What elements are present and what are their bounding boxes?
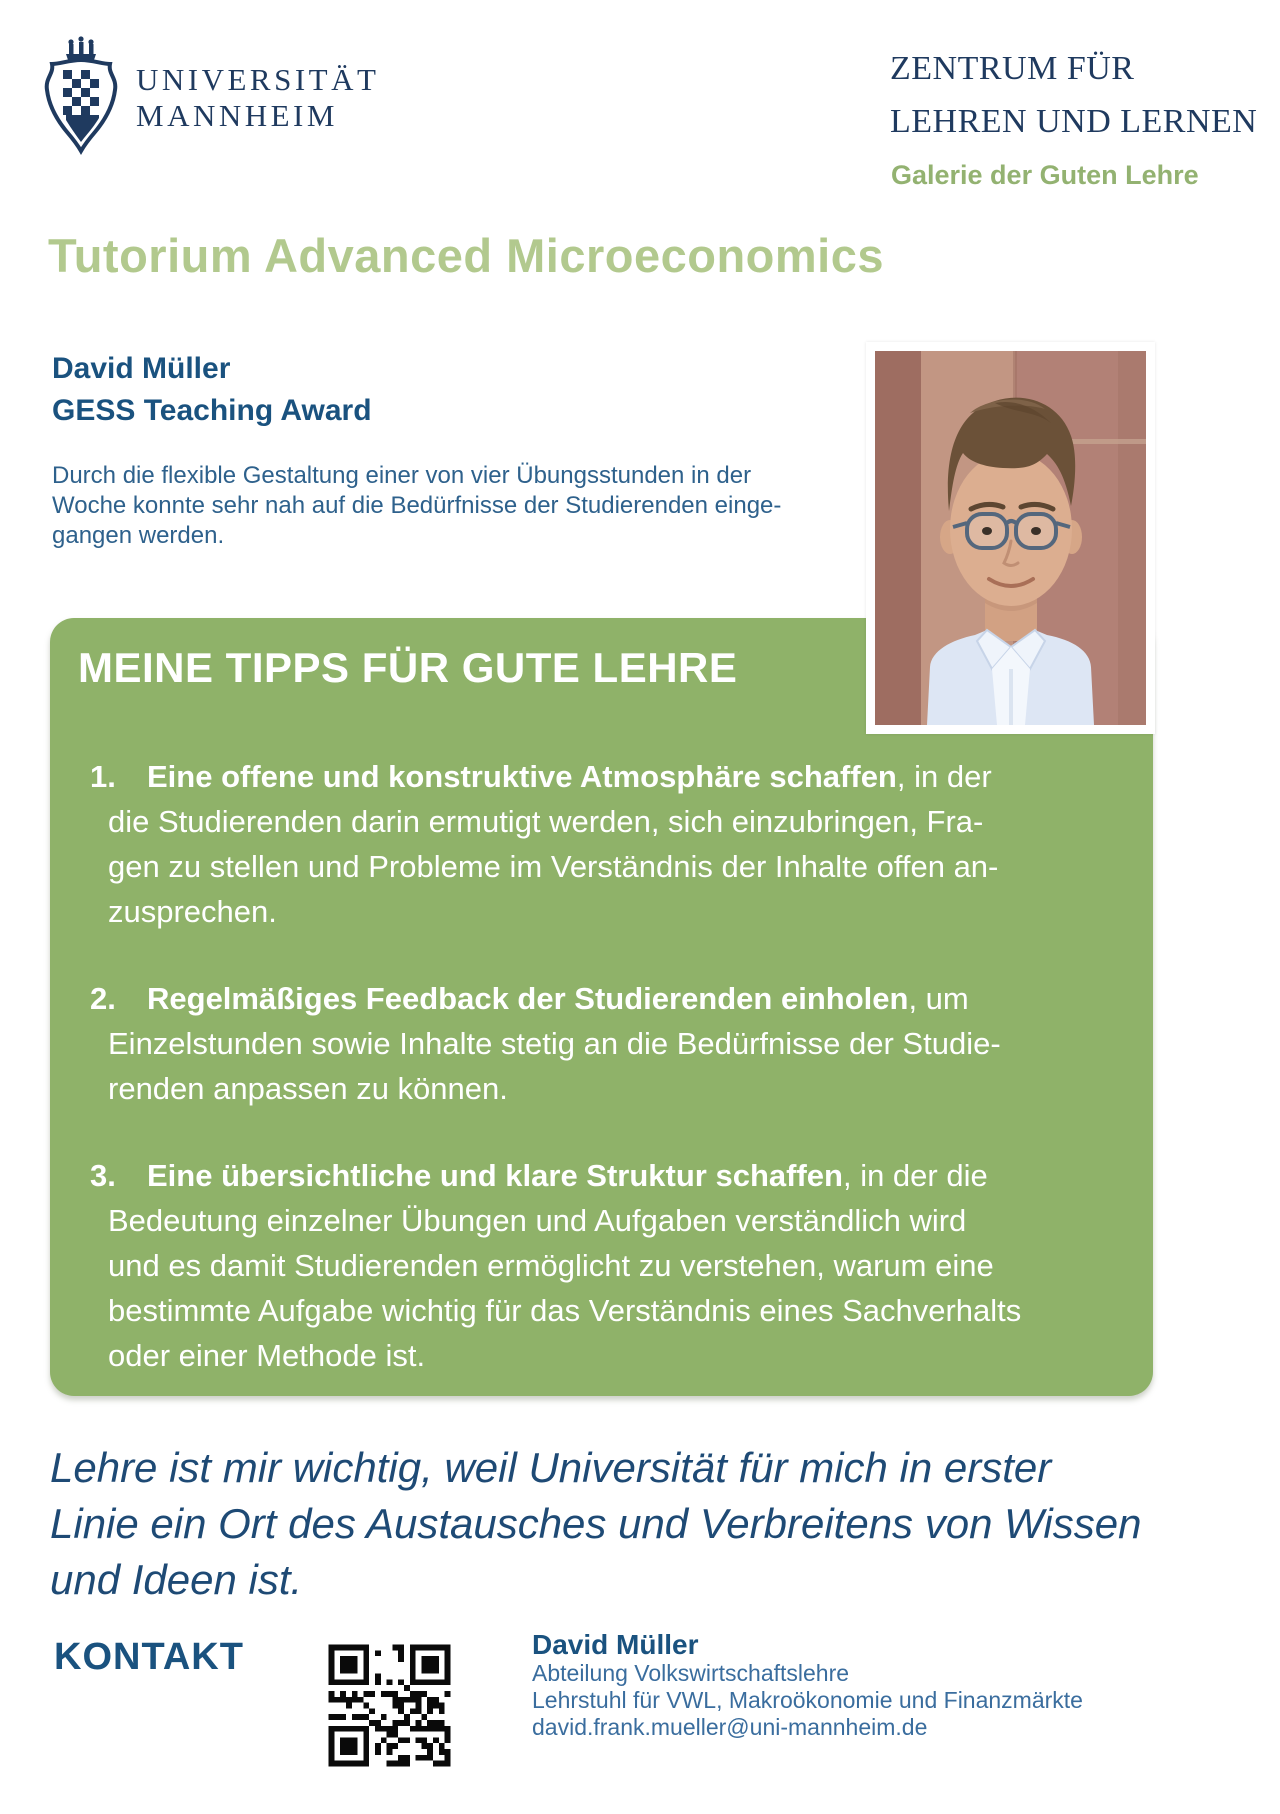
intro-paragraph xyxy=(52,461,832,551)
person-award: GESS Teaching Award xyxy=(52,394,372,427)
contact-block xyxy=(532,1629,1083,1741)
tip-bold-text: Regelmäßiges Feedback der Studierenden einholen xyxy=(147,981,909,1016)
tip-text-line: bestimmte Aufgabe wichtig für das Verständnis eines Sachverhalts xyxy=(108,1293,1022,1328)
tip-text-line: oder einer Methode ist. xyxy=(108,1338,426,1373)
intro-line: Durch die flexible Gestaltung einer von vier Übungsstunden in der xyxy=(52,462,752,489)
tip-text-line: Einzelstunden sowie Inhalte stetig an die Bedürfnisse der Studie- xyxy=(108,1026,1001,1061)
tips-heading: MEINE TIPPS FÜR GUTE LEHRE xyxy=(78,644,738,691)
portrait-photo xyxy=(866,342,1155,734)
quote xyxy=(50,1440,1141,1608)
quote-line: Linie ein Ort des Austausches und Verbreitens von Wissen xyxy=(50,1500,1142,1547)
tip-regular-text: , in der die xyxy=(842,1158,988,1193)
qr-code xyxy=(317,1633,462,1778)
logo-line-1: UNIVERSITÄT xyxy=(136,62,380,97)
tip-text-line xyxy=(50,976,1153,1021)
university-crest-icon xyxy=(33,34,129,164)
logo-line-2: MANNHEIM xyxy=(136,98,338,133)
university-logo-text xyxy=(136,62,379,134)
center-name-line-2: LEHREN UND LERNEN xyxy=(890,103,1258,140)
tip-text-line: renden anpassen zu können. xyxy=(108,1071,508,1106)
quote-line: und Ideen ist. xyxy=(50,1556,303,1603)
tip-text-line: und es damit Studierenden ermöglicht zu verstehen, warum eine xyxy=(108,1248,994,1283)
contact-email: david.frank.mueller@uni-mannheim.de xyxy=(532,1714,928,1740)
tip-item-1 xyxy=(50,754,1153,934)
tip-text-line xyxy=(50,754,1153,799)
intro-line: Woche konnte sehr nah auf die Bedürfnisse der Studierenden einge- xyxy=(52,492,782,519)
tip-text-line: Bedeutung einzelner Übungen und Aufgaben verständlich wird xyxy=(108,1203,967,1238)
tip-text-line: zusprechen. xyxy=(108,894,277,929)
tip-number: 1. xyxy=(90,759,116,794)
tips-list xyxy=(50,754,1153,1420)
contact-heading: KONTAKT xyxy=(54,1636,244,1678)
contact-department: Abteilung Volkswirtschaftslehre xyxy=(532,1660,850,1686)
contact-chair: Lehrstuhl für VWL, Makroökonomie und Finanzmärkte xyxy=(532,1687,1083,1713)
tip-item-3 xyxy=(50,1153,1153,1378)
tips-box xyxy=(50,618,1153,1396)
tip-regular-text: , um xyxy=(908,981,969,1016)
tip-number: 2. xyxy=(90,981,116,1016)
intro-line: gangen werden. xyxy=(52,522,225,549)
tip-number: 3. xyxy=(90,1158,116,1193)
tip-text-line: die Studierenden darin ermutigt werden, sich einzubringen, Fra- xyxy=(108,804,984,839)
quote-line: Lehre ist mir wichtig, weil Universität für mich in erster xyxy=(50,1444,1052,1491)
gallery-subtitle: Galerie der Guten Lehre xyxy=(891,160,1199,190)
contact-name: David Müller xyxy=(532,1629,699,1660)
poster-title: Tutorium Advanced Microeconomics xyxy=(48,229,885,282)
tip-item-2 xyxy=(50,976,1153,1111)
tip-bold-text: Eine übersichtliche und klare Struktur schaffen xyxy=(147,1158,843,1193)
center-name-line-1: ZENTRUM FÜR xyxy=(890,50,1135,87)
tip-regular-text: , in der xyxy=(896,759,992,794)
center-name xyxy=(890,42,1257,148)
tip-bold-text: Eine offene und konstruktive Atmosphäre schaffen xyxy=(147,759,897,794)
tip-text-line: gen zu stellen und Probleme im Verständnis der Inhalte offen an- xyxy=(108,849,999,884)
person-name: David Müller xyxy=(52,352,231,385)
tip-text-line xyxy=(50,1153,1153,1198)
person-header xyxy=(52,348,372,432)
